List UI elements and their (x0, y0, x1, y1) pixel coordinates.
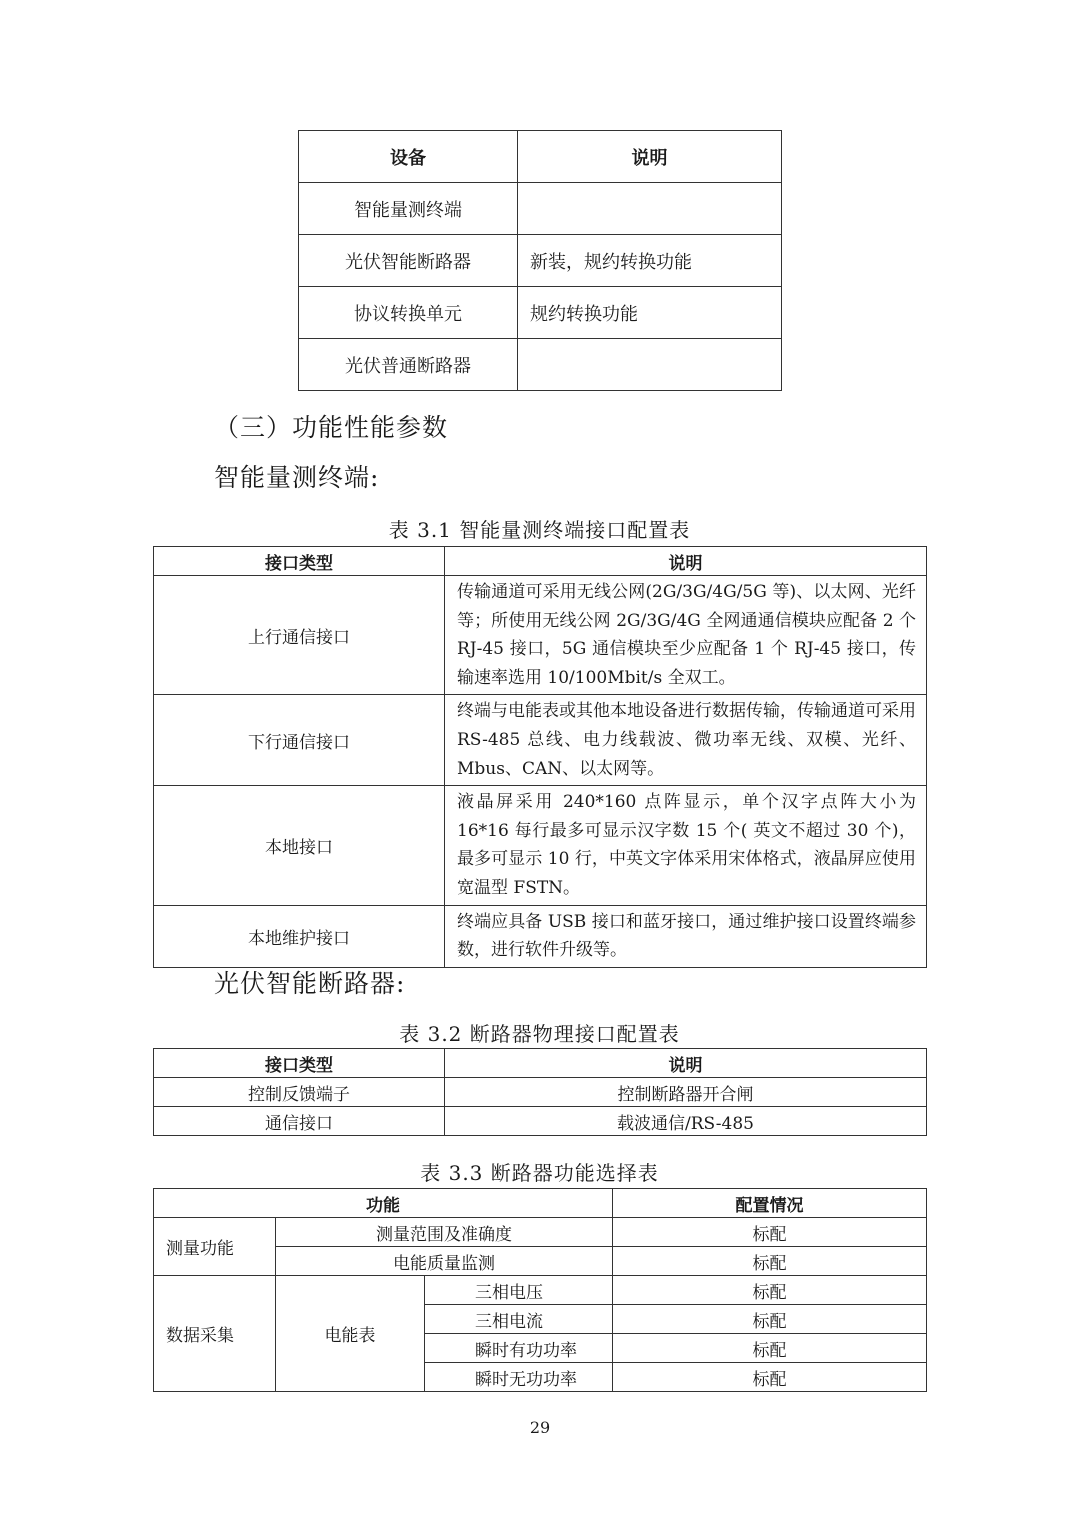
config-value: 标配 (613, 1218, 927, 1247)
device-name: 智能量测终端 (299, 183, 518, 235)
table-caption: 表 3.2 断路器物理接口配置表 (399, 1022, 680, 1046)
table-row (154, 786, 927, 905)
device-note: 新装，规约转换功能 (518, 235, 782, 287)
group-label-measure: 测量功能 (154, 1218, 276, 1276)
table-row (154, 1078, 927, 1107)
subsection-heading-terminal: 智能量测终端: (214, 463, 380, 492)
table-row (154, 576, 927, 695)
config-value: 标配 (613, 1334, 927, 1363)
breaker-interface-table (153, 1048, 927, 1136)
table-row (154, 1107, 927, 1136)
table-caption: 表 3.1 智能量测终端接口配置表 (388, 518, 691, 542)
config-value: 标配 (613, 1363, 927, 1392)
device-note (518, 339, 782, 391)
terminal-interface-table (153, 546, 927, 968)
table-header-row (154, 1049, 927, 1078)
page-number: 29 (529, 1418, 551, 1437)
subgroup-label-meter: 电能表 (276, 1276, 425, 1392)
interface-type: 下行通信接口 (154, 695, 445, 786)
table-header-row (299, 131, 782, 183)
interface-type: 控制反馈端子 (154, 1078, 445, 1107)
group-label-collect: 数据采集 (154, 1276, 276, 1392)
device-note: 规约转换功能 (518, 287, 782, 339)
interface-type: 通信接口 (154, 1107, 445, 1136)
device-note (518, 183, 782, 235)
header-interface-type: 接口类型 (154, 1049, 445, 1078)
table-row (299, 339, 782, 391)
header-description: 说明 (518, 131, 782, 183)
header-config: 配置情况 (613, 1189, 927, 1218)
function-name: 电能质量监测 (276, 1247, 613, 1276)
table-row (154, 1276, 927, 1305)
interface-type: 本地接口 (154, 786, 445, 905)
table-row (154, 1218, 927, 1247)
table-header-row (154, 547, 927, 576)
table-header-row (154, 1189, 927, 1218)
device-name: 光伏普通断路器 (299, 339, 518, 391)
table-row (154, 695, 927, 786)
interface-description: 终端与电能表或其他本地设备进行数据传输，传输通道可采用 RS-485 总线、电力线载波、微功率无线、双模、光纤、Mbus、CAN、以太网等。 (445, 695, 927, 786)
interface-type: 本地维护接口 (154, 905, 445, 967)
table-row (299, 235, 782, 287)
config-value: 标配 (613, 1305, 927, 1334)
device-name: 协议转换单元 (299, 287, 518, 339)
section-heading: （三）功能性能参数 (214, 413, 449, 442)
config-value: 标配 (613, 1247, 927, 1276)
header-interface-type: 接口类型 (154, 547, 445, 576)
subsection-heading-breaker: 光伏智能断路器: (214, 969, 406, 998)
device-table (298, 130, 782, 391)
header-description: 说明 (445, 547, 927, 576)
header-description: 说明 (445, 1049, 927, 1078)
function-name: 瞬时无功功率 (425, 1363, 613, 1392)
breaker-function-table (153, 1188, 927, 1392)
function-name: 测量范围及准确度 (276, 1218, 613, 1247)
table-row (299, 183, 782, 235)
interface-description: 传输通道可采用无线公网(2G/3G/4G/5G 等)、以太网、光纤等；所使用无线公网 2G/3G/4G 全网通通信模块应配备 2 个 RJ-45 接口，5G 通信模块至少应配备 1 个 RJ-45 接口，传输速率选用 10/100Mbit/s 全双工。 (445, 576, 927, 695)
header-device: 设备 (299, 131, 518, 183)
function-name: 瞬时有功功率 (425, 1334, 613, 1363)
interface-description: 终端应具备 USB 接口和蓝牙接口，通过维护接口设置终端参数，进行软件升级等。 (445, 905, 927, 967)
function-name: 三相电压 (425, 1276, 613, 1305)
interface-type: 上行通信接口 (154, 576, 445, 695)
table-row (154, 905, 927, 967)
device-name: 光伏智能断路器 (299, 235, 518, 287)
interface-description: 载波通信/RS-485 (445, 1107, 927, 1136)
header-function: 功能 (154, 1189, 613, 1218)
function-name: 三相电流 (425, 1305, 613, 1334)
interface-description: 控制断路器开合闸 (445, 1078, 927, 1107)
table-row (299, 287, 782, 339)
table-caption: 表 3.3 断路器功能选择表 (420, 1161, 659, 1185)
config-value: 标配 (613, 1276, 927, 1305)
interface-description: 液晶屏采用 240*160 点阵显示，单个汉字点阵大小为 16*16 每行最多可显示汉字数 15 个( 英文不超过 30 个)，最多可显示 10 行，中英文字体采用宋体格式，液晶屏应使用宽温型 FSTN。 (445, 786, 927, 905)
